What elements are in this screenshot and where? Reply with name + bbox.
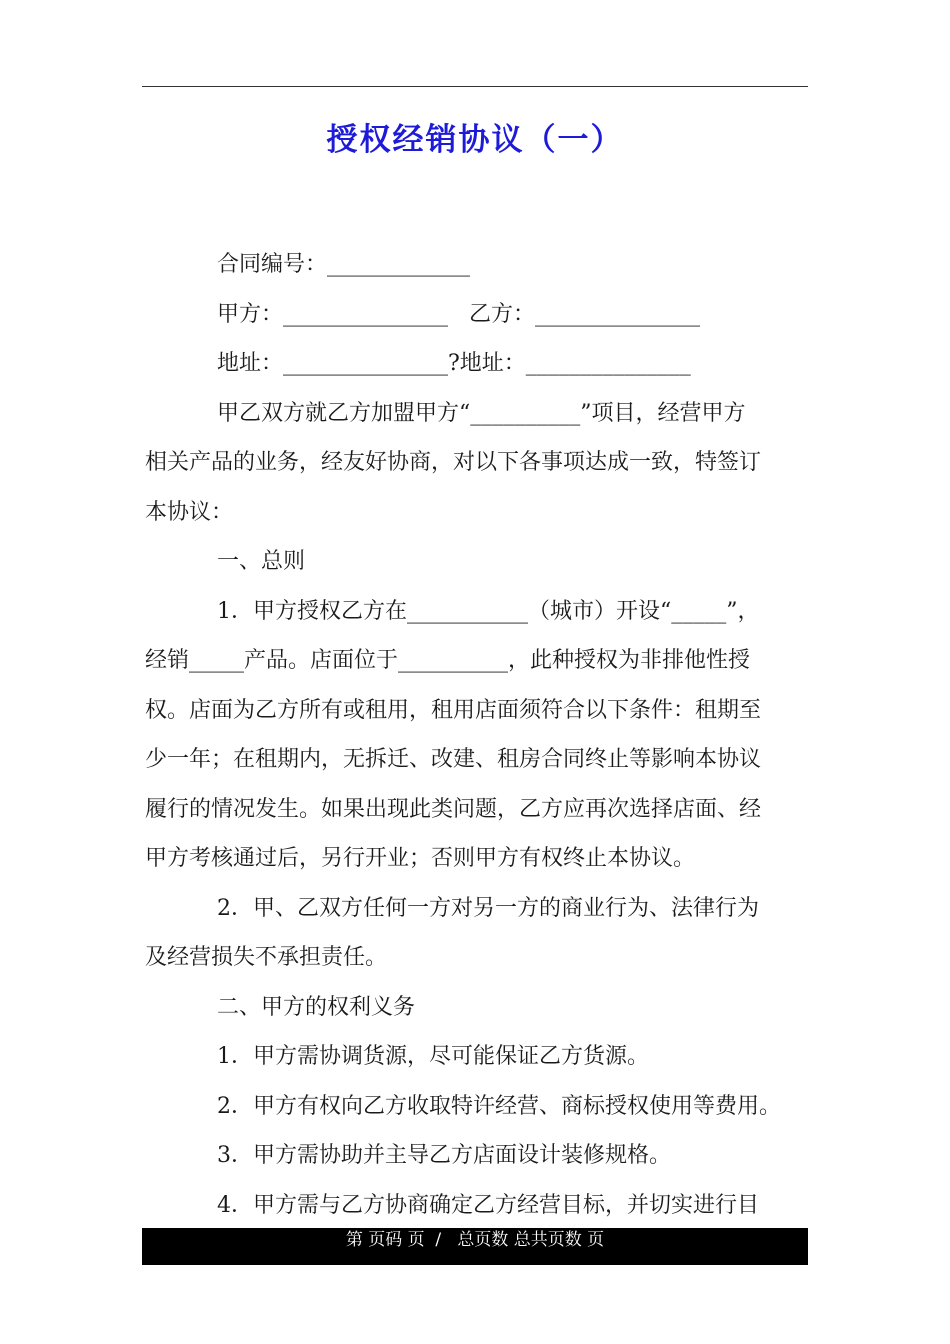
section-heading: 二、甲方的权利义务 <box>217 994 416 1020</box>
document-title: 授权经销协议（一） <box>326 122 624 158</box>
document-body <box>145 240 809 1230</box>
section-heading: 一、总则 <box>217 549 306 574</box>
paragraph-line: 3．甲方需协助并主导乙方店面设计装修规格。 <box>217 1143 671 1168</box>
paragraph-line: 本协议： <box>145 499 234 525</box>
paragraph-line: 甲乙双方就乙方加盟甲方“__________”项目，经营甲方 <box>217 400 746 426</box>
paragraph-line: 履行的情况发生。如果出现此类问题，乙方应再次选择店面、经 <box>145 796 762 822</box>
paragraph-line: 甲方考核通过后，另行开业；否则甲方有权终止本协议。 <box>145 846 696 871</box>
header-rule <box>142 86 808 87</box>
paragraph-line: 少一年；在租期内，无拆迁、改建、租房合同终止等影响本协议 <box>145 747 762 772</box>
address-line: 地址：_______________?地址：_______________ <box>217 351 691 376</box>
paragraph-line: 相关产品的业务，经友好协商，对以下各事项达成一致，特签订 <box>145 450 762 475</box>
contract-number-line: 合同编号：_____________ <box>217 252 471 277</box>
paragraph-line: 经销_____产品。店面位于__________，此种授权为非排他性授 <box>145 648 751 673</box>
page-number-footer: 第 页码 页 / 总页数 总共页数 页 <box>345 1230 605 1250</box>
parties-line: 甲方：_______________ 乙方：_______________ <box>217 301 700 327</box>
footer-bar <box>142 1228 808 1265</box>
paragraph-line: 2．甲、乙双方任何一方对另一方的商业行为、法律行为 <box>217 895 759 921</box>
paragraph-line: 1．甲方授权乙方在___________（城市）开设“_____”， <box>217 598 760 624</box>
paragraph-line: 1．甲方需协调货源，尽可能保证乙方货源。 <box>217 1044 649 1069</box>
paragraph-line: 4．甲方需与乙方协商确定乙方经营目标，并切实进行目 <box>217 1192 759 1218</box>
paragraph-line: 2．甲方有权向乙方收取特许经营、商标授权使用等费用。 <box>217 1093 781 1119</box>
paragraph-line: 及经营损失不承担责任。 <box>145 945 388 970</box>
paragraph-line: 权。店面为乙方所有或租用，租用店面须符合以下条件：租期至 <box>145 697 762 723</box>
